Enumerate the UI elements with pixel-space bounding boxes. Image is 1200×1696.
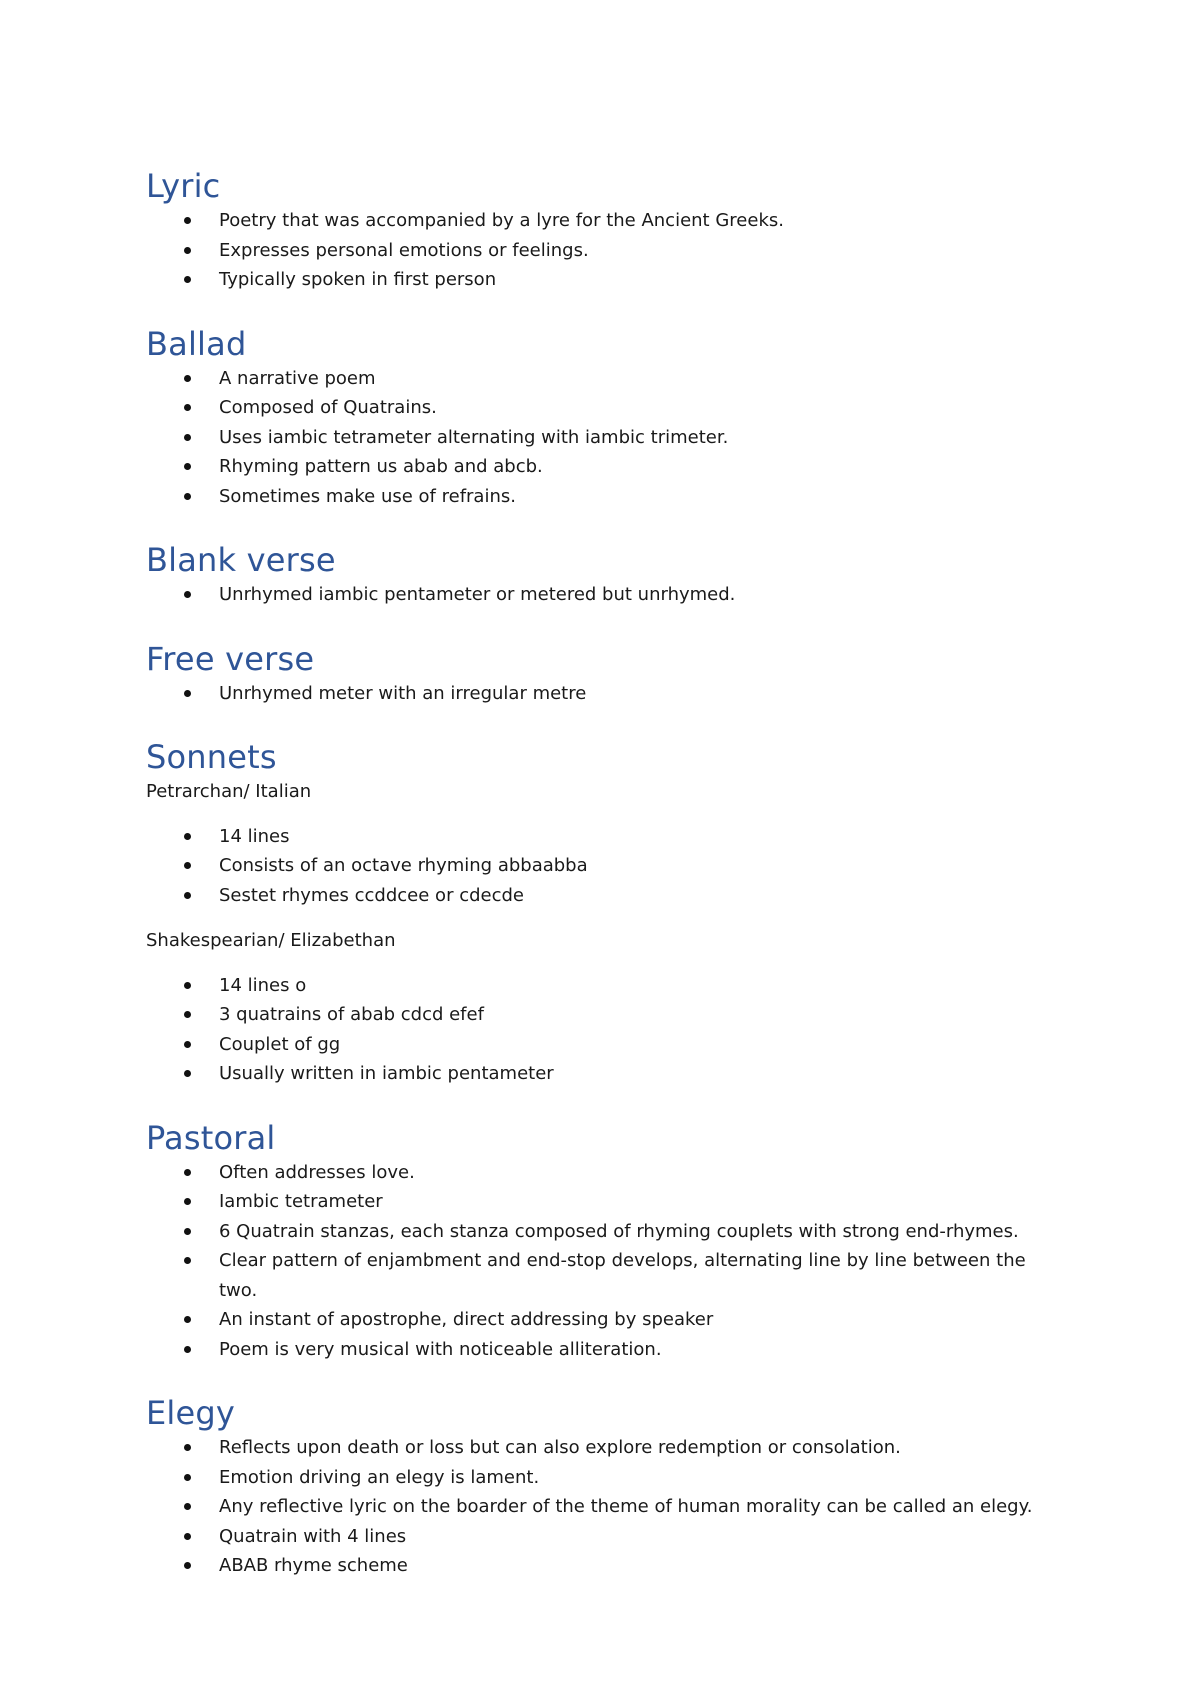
list-item-text: 6 Quatrain stanzas, each stanza composed of rhyming couplets with strong end-rhymes.	[219, 1220, 1019, 1242]
section-blank-verse	[146, 540, 1046, 639]
bullet-icon	[184, 276, 191, 283]
section-heading: Pastoral	[146, 1118, 276, 1157]
list-item	[146, 482, 1046, 512]
list-item	[146, 423, 1046, 453]
list-item-text: Clear pattern of enjambment and end-stop develops, alternating line by line between the two.	[219, 1250, 1026, 1301]
bullet-list	[146, 1158, 1046, 1365]
list-item	[146, 1059, 1046, 1089]
bullet-icon	[184, 1444, 191, 1451]
list-item	[146, 1030, 1046, 1060]
list-item-text: Quatrain with 4 lines	[219, 1525, 407, 1547]
list-item-text: Expresses personal emotions or feelings.	[219, 239, 589, 261]
list-item-text: Uses iambic tetrameter alternating with iambic trimeter.	[219, 426, 729, 448]
list-item-text: Poetry that was accompanied by a lyre for the Ancient Greeks.	[219, 210, 784, 231]
bullet-icon	[184, 1257, 191, 1264]
section-heading: Elegy	[146, 1394, 236, 1432]
list-item-text: Unrhymed iambic pentameter or metered but unrhymed.	[219, 584, 736, 605]
bullet-icon	[184, 375, 191, 382]
list-item	[146, 1217, 1046, 1247]
list-item	[146, 1463, 1046, 1493]
list-item	[146, 1551, 1046, 1581]
bullet-icon	[184, 1011, 191, 1018]
list-item-text: A narrative poem	[219, 367, 376, 389]
list-item	[146, 1187, 1046, 1217]
list-item	[146, 1492, 1046, 1522]
list-item-text: Usually written in iambic pentameter	[219, 1063, 554, 1084]
list-item	[146, 236, 1046, 266]
bullet-icon	[184, 1228, 191, 1235]
bullet-icon	[184, 404, 191, 411]
bullet-icon	[184, 1474, 191, 1481]
list-item-text: Sometimes make use of refrains.	[219, 485, 516, 507]
section-lyric	[146, 166, 1046, 324]
list-item-text: Any reflective lyric on the boarder of the theme of human morality can be called an elegy.	[219, 1496, 1033, 1517]
list-item	[146, 1305, 1046, 1335]
section-free-verse	[146, 639, 1046, 738]
bullet-list	[146, 1433, 1046, 1581]
list-item	[146, 822, 1046, 852]
spacer	[146, 1089, 1046, 1118]
bullet-icon	[184, 690, 191, 697]
list-item-text: Iambic tetrameter	[219, 1191, 383, 1212]
list-item-text: Often addresses love.	[219, 1161, 415, 1183]
list-item-text: Couplet of gg	[219, 1033, 341, 1055]
list-item-text: Emotion driving an elegy is lament.	[219, 1466, 540, 1488]
spacer	[146, 708, 1046, 737]
spacer	[146, 295, 1046, 324]
bullet-icon	[184, 493, 191, 500]
document-body	[146, 166, 1046, 1610]
spacer	[146, 1581, 1046, 1610]
list-item	[146, 580, 1046, 610]
list-item-text: An instant of apostrophe, direct addressing by speaker	[219, 1309, 714, 1330]
list-item	[146, 206, 1046, 236]
spacer	[146, 910, 1046, 926]
bullet-icon	[184, 833, 191, 840]
list-item-text: 14 lines o	[219, 974, 307, 996]
section-heading: Blank verse	[146, 541, 336, 579]
list-item-text: Poem is very musical with noticeable alliteration.	[219, 1338, 662, 1360]
section-sonnets	[146, 737, 1046, 1118]
list-item	[146, 1522, 1046, 1552]
bullet-list	[146, 971, 1046, 1089]
list-item	[146, 1158, 1046, 1188]
section-ballad	[146, 324, 1046, 541]
bullet-icon	[184, 1503, 191, 1510]
bullet-icon	[184, 1169, 191, 1176]
bullet-icon	[184, 463, 191, 470]
list-item	[146, 851, 1046, 881]
bullet-icon	[184, 862, 191, 869]
section-heading: Free verse	[146, 639, 315, 678]
bullet-icon	[184, 1562, 191, 1569]
list-item	[146, 1000, 1046, 1030]
bullet-icon	[184, 1198, 191, 1205]
list-item-text: Reflects upon death or loss but can also explore redemption or consolation.	[219, 1437, 901, 1458]
spacer	[146, 610, 1046, 639]
bullet-icon	[184, 1346, 191, 1353]
list-item	[146, 452, 1046, 482]
bullet-icon	[184, 1070, 191, 1077]
bullet-icon	[184, 892, 191, 899]
section-heading: Lyric	[146, 167, 221, 205]
section-heading: Ballad	[146, 324, 247, 363]
list-item	[146, 265, 1046, 295]
list-item	[146, 393, 1046, 423]
list-item	[146, 881, 1046, 911]
bullet-icon	[184, 1041, 191, 1048]
bullet-list	[146, 206, 1046, 295]
bullet-icon	[184, 591, 191, 598]
spacer	[146, 1364, 1046, 1393]
bullet-list	[146, 364, 1046, 512]
bullet-list	[146, 679, 1046, 709]
bullet-icon	[184, 434, 191, 441]
list-item-text: Sestet rhymes ccddcee or cdecde	[219, 884, 524, 906]
spacer	[146, 807, 1046, 822]
list-item-text: Composed of Quatrains.	[219, 397, 437, 418]
list-item	[146, 971, 1046, 1001]
subsection-label: Shakespearian/ Elizabethan	[146, 930, 396, 951]
list-item-text: 3 quatrains of abab cdcd efef	[219, 1004, 484, 1025]
list-item-text: 14 lines	[219, 825, 290, 847]
bullet-list	[146, 580, 1046, 610]
bullet-list	[146, 822, 1046, 911]
subsection-label: Petrarchan/ Italian	[146, 781, 312, 802]
list-item	[146, 1433, 1046, 1463]
list-item	[146, 364, 1046, 394]
spacer	[146, 511, 1046, 540]
bullet-icon	[184, 247, 191, 254]
section-heading: Sonnets	[146, 738, 277, 776]
list-item	[146, 1335, 1046, 1365]
section-pastoral	[146, 1118, 1046, 1394]
list-item	[146, 679, 1046, 709]
list-item-text: ABAB rhyme scheme	[219, 1555, 408, 1576]
bullet-icon	[184, 1316, 191, 1323]
list-item-text: Rhyming pattern us abab and abcb.	[219, 456, 543, 477]
list-item-text: Consists of an octave rhyming abbaabba	[219, 855, 588, 876]
spacer	[146, 956, 1046, 971]
list-item	[146, 1246, 1046, 1305]
list-item-text: Typically spoken in first person	[219, 269, 497, 290]
bullet-icon	[184, 982, 191, 989]
list-item-text: Unrhymed meter with an irregular metre	[219, 682, 587, 704]
bullet-icon	[184, 217, 191, 224]
bullet-icon	[184, 1533, 191, 1540]
section-elegy	[146, 1393, 1046, 1610]
